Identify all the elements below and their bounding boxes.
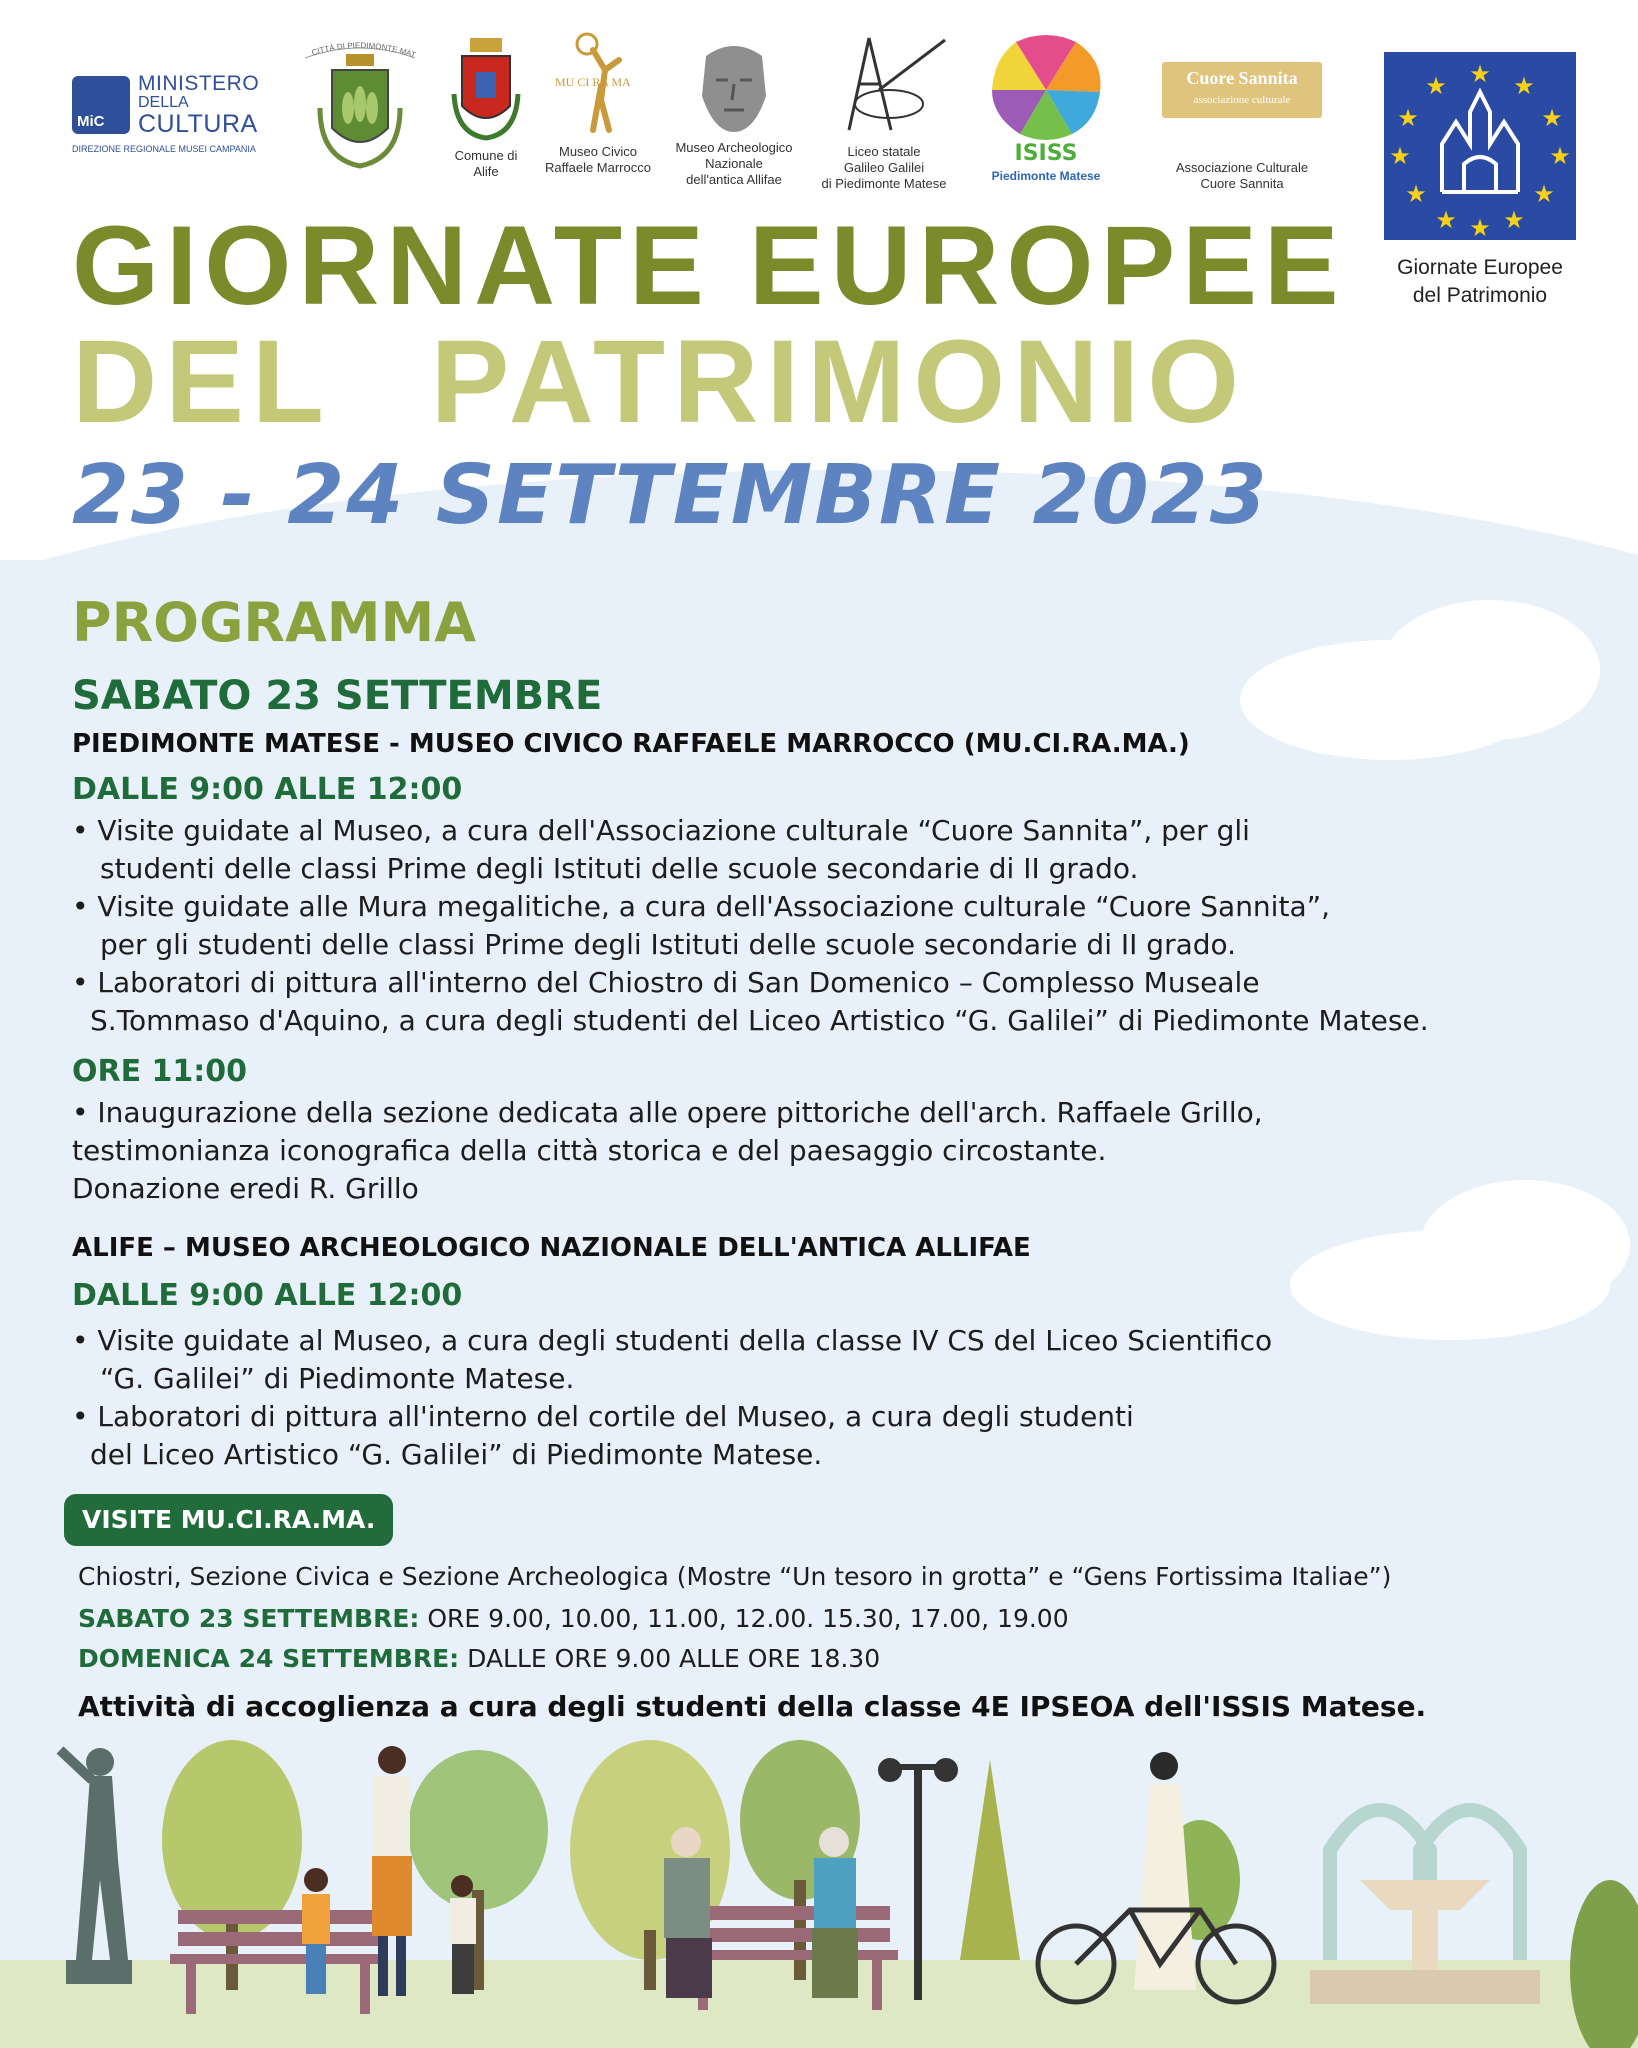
list-item-line: studenti delle classi Prime degli Istituti delle scuole secondarie di II grado.	[100, 852, 1139, 885]
mucirama-mark: MU CI RA MA	[555, 75, 631, 89]
visite-domenica-label: DOMENICA 24 SETTEMBRE:	[78, 1644, 460, 1673]
gep-caption: Giornate Europee del Patrimonio	[1397, 256, 1563, 307]
svg-text:★: ★	[1469, 60, 1491, 88]
list-item-line: • Visite guidate al Museo, a cura dell'Associazione culturale “Cuore Sannita”, per gli	[72, 814, 1250, 847]
visite-sabato-row	[78, 1602, 1618, 1636]
svg-text:★: ★	[1425, 72, 1447, 100]
title-line1: GIORNATE EUROPEE	[72, 203, 1346, 328]
svg-text:★: ★	[1405, 180, 1427, 208]
cuore-sannita-badge	[1162, 62, 1322, 118]
svg-text:★: ★	[1533, 180, 1555, 208]
museo-archeologico-caption: Museo Archeologico Nazionale dell'antica Allifae	[675, 140, 793, 187]
liceo-galilei-logo	[806, 30, 962, 192]
list-item-line: S.Tommaso d'Aquino, a cura degli studenti del Liceo Artistico “G. Galilei” di Piedimonte Matese.	[90, 1004, 1429, 1037]
list-item-line: • Laboratori di pittura all'interno del Chiostro di San Domenico – Complesso Museale	[72, 966, 1260, 999]
list-item-line: • Visite guidate alle Mura megalitiche, a cura dell'Associazione culturale “Cuore Sannita”,	[72, 890, 1331, 923]
visite-domenica-row	[78, 1642, 1618, 1676]
isiss-text: ISISS	[1014, 141, 1078, 166]
ministero-cultura-logo	[72, 72, 272, 162]
person-icon	[302, 1868, 330, 1994]
programma-heading: PROGRAMMA	[72, 591, 477, 654]
sabato-heading: SABATO 23 SETTEMBRE	[72, 673, 603, 719]
footer-accoglienza: Attività di accoglienza a cura degli studenti della classe 4E IPSEOA dell'ISSIS Matese.	[78, 1690, 1427, 1723]
items-3	[72, 1322, 1612, 1474]
svg-text:★: ★	[1469, 214, 1491, 240]
list-item-line: Donazione eredi R. Grillo	[72, 1172, 419, 1205]
list-item-line: • Inaugurazione della sezione dedicata alle opere pittoriche dell'arch. Raffaele Grillo,	[72, 1096, 1263, 1129]
list-item-line: per gli studenti delle classi Prime degli Istituti delle scuole secondarie di II grado.	[100, 928, 1237, 961]
svg-text:★: ★	[1397, 104, 1419, 132]
alife-logo	[430, 34, 542, 180]
list-item	[72, 812, 1612, 888]
alife-crest-icon	[446, 34, 526, 144]
ministero-line2: DELLA	[138, 94, 189, 111]
visite-domenica-hours: DALLE ORE 9.00 ALLE ORE 18.30	[467, 1644, 881, 1673]
ministero-line3: CULTURA	[138, 110, 258, 138]
visite-description: Chiostri, Sezione Civica e Sezione Archeologica (Mostre “Un tesoro in grotta” e “Gens Fortissima Italiae”)	[78, 1562, 1392, 1591]
svg-text:★: ★	[1503, 206, 1525, 234]
gep-eu-logo	[1384, 52, 1576, 240]
mucirama-caption: Museo Civico Raffaele Marrocco	[545, 144, 651, 175]
svg-text:★: ★	[1389, 142, 1411, 170]
visite-sabato-hours: ORE 9.00, 10.00, 11.00, 12.00. 15.30, 17.00, 19.00	[427, 1604, 1069, 1633]
svg-text:★: ★	[1549, 142, 1571, 170]
list-item-line: “G. Galilei” di Piedimonte Matese.	[100, 1362, 575, 1395]
list-item	[72, 1322, 1612, 1398]
list-item	[72, 964, 1612, 1040]
svg-text:★: ★	[1541, 104, 1563, 132]
piedimonte-crest-logo	[290, 38, 430, 178]
list-item-line: • Visite guidate al Museo, a cura degli studenti della classe IV CS del Liceo Scientifico	[72, 1324, 1273, 1357]
mucirama-logo	[536, 30, 660, 176]
list-item-line: del Liceo Artistico “G. Galilei” di Piedimonte Matese.	[90, 1438, 823, 1471]
title-dates: 23 - 24 SETTEMBRE 2023	[72, 448, 1269, 543]
stone-head-icon	[684, 36, 784, 136]
leaves-icon	[1570, 1880, 1638, 2048]
place-alife: ALIFE – MUSEO ARCHEOLOGICO NAZIONALE DELL'ANTICA ALLIFAE	[72, 1233, 1031, 1263]
park-illustration	[0, 1730, 1638, 2048]
compass-palette-icon	[819, 30, 949, 140]
statue-icon	[60, 1748, 132, 1984]
museo-archeologico-logo	[664, 36, 804, 188]
isiss-caption: Piedimonte Matese	[991, 169, 1101, 183]
time-2: ORE 11:00	[72, 1054, 248, 1089]
svg-text:★: ★	[1513, 72, 1535, 100]
liceo-caption: Liceo statale Galileo Galilei di Piedimonte Matese	[821, 144, 947, 191]
tree-icon	[408, 1750, 548, 1990]
person-icon	[372, 1746, 412, 1996]
visite-badge: VISITE MU.CI.RA.MA.	[64, 1494, 393, 1546]
cuore-badge-title: Cuore Sannita	[1186, 68, 1298, 88]
fountain-icon	[1310, 1810, 1540, 2004]
isiss-logo	[984, 30, 1108, 184]
place-piedimonte: PIEDIMONTE MATESE - MUSEO CIVICO RAFFAELE MARROCCO (MU.CI.RA.MA.)	[72, 729, 1190, 759]
list-item-line: • Laboratori di pittura all'interno del cortile del Museo, a cura degli studenti	[72, 1400, 1134, 1433]
tree-icon	[162, 1740, 302, 1990]
list-item	[72, 888, 1612, 964]
crest-caption: CITTÀ DI PIEDIMONTE MAT	[310, 40, 417, 60]
isiss-icon	[986, 30, 1106, 170]
svg-text:★: ★	[1435, 206, 1457, 234]
items-2	[72, 1094, 1612, 1208]
list-item-line: testimonianza iconografica della città storica e del paesaggio circostante.	[72, 1134, 1107, 1167]
time-3: DALLE 9:00 ALLE 12:00	[72, 1278, 463, 1313]
mic-mark: MiC	[72, 76, 130, 134]
title-line2: DEL PATRIMONIO	[72, 316, 1247, 448]
tree-icon	[960, 1760, 1020, 1960]
cuore-badge-sub: associazione culturale	[1193, 94, 1291, 106]
ministero-line4: DIREZIONE REGIONALE MUSEI CAMPANIA	[72, 144, 256, 154]
statue-icon	[553, 30, 643, 140]
list-item	[72, 1398, 1612, 1474]
ministero-line1: MINISTERO	[138, 72, 260, 95]
cuore-caption: Associazione Culturale Cuore Sannita	[1175, 160, 1309, 191]
items-1	[72, 812, 1612, 1040]
cuore-sannita-logo	[1144, 62, 1340, 192]
visite-sabato-label: SABATO 23 SETTEMBRE:	[78, 1604, 420, 1633]
time-1: DALLE 9:00 ALLE 12:00	[72, 772, 463, 807]
crest-icon	[290, 38, 430, 178]
alife-caption: Comune di Alife	[454, 148, 518, 179]
eu-stars-icon	[1384, 52, 1576, 240]
